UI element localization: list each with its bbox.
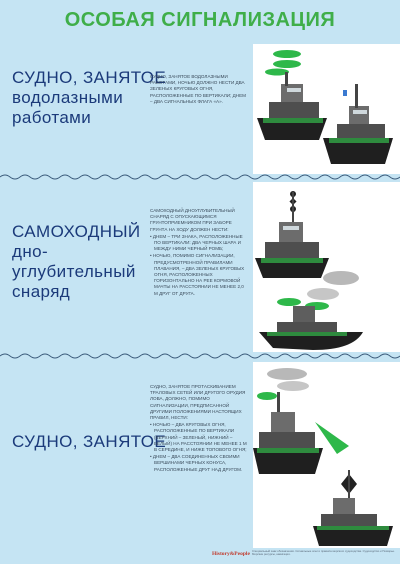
section-diving-illustration (253, 44, 400, 174)
trawler-illustration (253, 362, 400, 548)
section-dredger-bullet-2: • НОЧЬЮ, ПОМИМО СИГНАЛИЗАЦИИ, ПРЕДУСМОТРЕННОЙ ПРАВИЛАМИ ПЛАВАНИЯ, – ДВА ЗЕЛЕНЫХ КРУГОВЫХ ОГНЯ, РАСПОЛОЖЕННЫХ ГОРИЗОНТАЛЬНО НА РЕЕ КОРМОВОЙ МАЧТЫ НА РАССТОЯНИИ НЕ МЕНЕЕ 2,0 М ДРУГ ОТ ДРУГА. (150, 253, 245, 296)
section-trawling-title-line1: СУДНО, ЗАНЯТОЕ (12, 432, 167, 451)
section-diving-title-line3: работами (12, 108, 92, 127)
section-dredger-title-line4: снаряд (12, 282, 71, 301)
section-dredger (0, 182, 400, 352)
tugboat-1 (257, 72, 327, 140)
section-dredger-desc-intro: САМОХОДНЫЙ ДНОУГЛУБИТЕЛЬНЫЙ СНАРЯД С ОПУСКАЮЩИМСЯ ГРУНТОПРИЕМНИКОМ ПРИ ЗАБОРЕ ГРУНТА НА ХОДУ ДОЛЖЕН НЕСТИ: (150, 208, 235, 232)
section-dredger-bullet-1: • ДНЕМ – ТРИ ЗНАКА, РАСПОЛОЖЕННЫЕ ПО ВЕРТИКАЛИ: ДВА ЧЕРНЫХ ШАРА И МЕЖДУ НИМИ ЧЕРНЫЙ РОМБ; (150, 233, 243, 252)
section-trawling-desc-intro: СУДНО, ЗАНЯТОЕ ПРОТАСКИВАНИЕМ ТРАЛОВЫХ СЕТЕЙ ИЛИ ДРУГОГО ОРУДИЯ ЛОВА, ДОЛЖНО, ПОМИМО СИГНАЛИЗАЦИИ, ПРЕДПИСАННОЙ ДРУГИМИ ПОЛОЖЕНИЯМИ НАСТОЯЩИХ ПРАВИЛ, НЕСТИ: (150, 384, 246, 421)
section-dredger-title-line1: САМОХОДНЫЙ (12, 222, 141, 241)
section-diving-desc-text: СУДНО, ЗАНЯТОЕ ВОДОЛАЗНЫМИ РАБОТАМИ, НОЧЬЮ ДОЛЖНО НЕСТИ ДВА ЗЕЛЕНЫХ КРУГОВЫХ ОГНЯ, РАСПОЛОЖЕННЫЕ ПО ВЕРТИКАЛИ; ДНЕМ – ДВА СИГНАЛЬНЫХ ФЛАГА «А». (150, 74, 246, 104)
section-trawling (0, 362, 400, 548)
dredger-boat-2 (259, 306, 363, 350)
green-light-bottom (273, 60, 301, 68)
tugboat-diving-illustration (253, 44, 400, 174)
dredger-boat-1 (255, 192, 329, 278)
trawler-boat-1 (253, 392, 349, 474)
section-dredger-title-line3: углубительный (12, 262, 136, 281)
section-trawling-title (12, 432, 166, 452)
green-light-top (273, 50, 301, 58)
page-title: ОСОБАЯ СИГНАЛИЗАЦИЯ (64, 8, 336, 31)
section-trawling-bullet-2: • ДНЕМ – ДВА СОЕДИНЕННЫХ СВОИМИ ВЕРШИНАМИ ЧЕРНЫХ КОНУСА, РАСПОЛОЖЕННЫЕ ДРУГ НАД ДРУГОМ. (150, 454, 243, 472)
section-dredger-title-line2: дно- (12, 242, 49, 261)
section-diving-title (12, 68, 166, 128)
section-diving (0, 40, 400, 170)
green-light-trawl (257, 392, 277, 400)
divider-wave-2 (0, 352, 400, 360)
section-trawling-illustration (253, 362, 400, 548)
footer-brand-logo: History&People (212, 551, 250, 557)
dredger-illustration (253, 182, 400, 352)
section-dredger-illustration (253, 182, 400, 352)
tugboat-2 (323, 84, 393, 164)
green-light-left (277, 298, 301, 306)
gray-light-top (323, 271, 359, 285)
section-trawling-bullet-1: • НОЧЬЮ – ДВА КРУГОВЫХ ОГНЯ, РАСПОЛОЖЕННЫЕ ПО ВЕРТИКАЛИ (ВЕРХНИЙ – ЗЕЛЕНЫЙ, НИЖНИЙ – БЕЛЫЙ) НА РАССТОЯНИИ НЕ МЕНЕЕ 1 М В СЕРЕДИНЕ, И НИЖЕ ТОПОВОГО ОГНЯ; (150, 422, 247, 453)
gray-light-upper (267, 368, 307, 380)
section-dredger-description (150, 208, 248, 298)
section-diving-title-line2: водолазными (12, 88, 124, 107)
gray-light-lower (277, 381, 309, 391)
section-diving-description (150, 74, 248, 106)
divider-wave-1 (0, 173, 400, 181)
gray-light-middle (307, 288, 339, 300)
footer (212, 548, 398, 562)
section-dredger-title (12, 222, 141, 302)
section-diving-title-line1: СУДНО, ЗАНЯТОЕ (12, 68, 167, 87)
section-trawling-description (150, 384, 248, 474)
footer-small-print: Специальный знак обозначения. Сигнальные огни и правила морского судоходства. Судоходство и Поморье. Морские ресурсы, навигация. (252, 549, 395, 557)
page-header (0, 0, 400, 40)
